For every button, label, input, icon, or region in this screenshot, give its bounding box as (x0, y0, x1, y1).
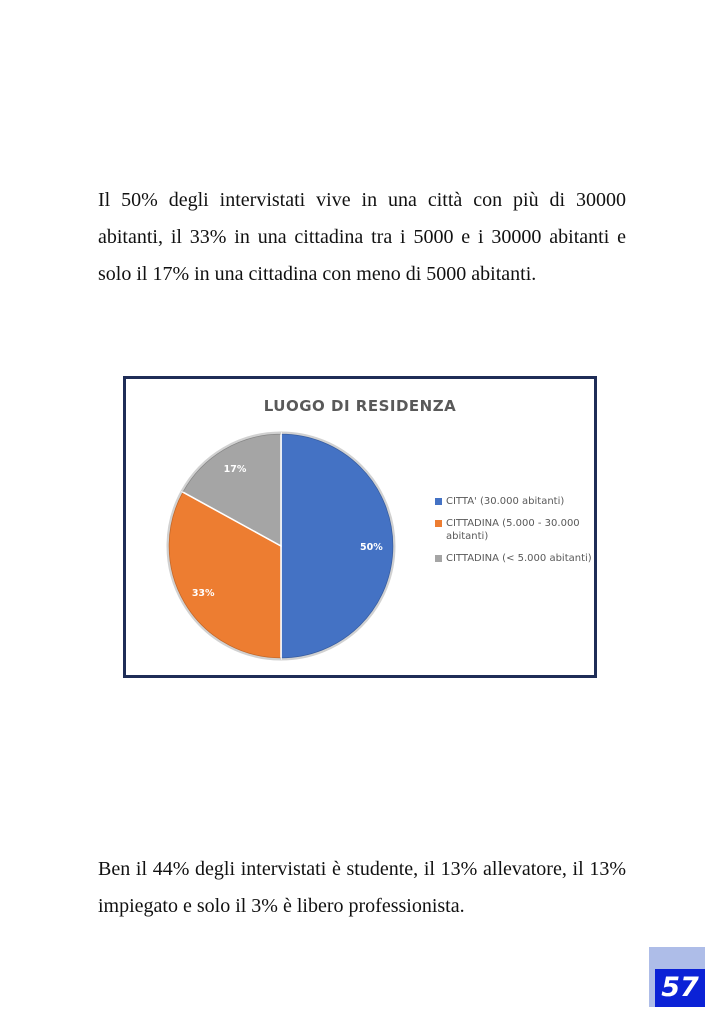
legend-swatch (435, 498, 442, 505)
legend-item (435, 552, 593, 565)
pie-data-label: 17% (223, 464, 247, 476)
paragraph-residence: Il 50% degli intervistati vive in una città con più di 30000 abitanti, il 33% in una cittadina tra i 5000 e i 30000 abitanti e solo il 17% in una cittadina con meno di 5000 abitanti. (98, 189, 626, 285)
legend-swatch (435, 520, 442, 527)
legend-label: CITTA' (30.000 abitanti) (446, 496, 565, 507)
pie-data-label: 33% (191, 588, 215, 600)
pie-data-label: 50% (360, 542, 383, 553)
legend-item (435, 517, 593, 543)
chart-title: LUOGO DI RESIDENZA (263, 397, 457, 415)
paragraph-occupation: Ben il 44% degli intervistati è studente, il 13% allevatore, il 13% impiegato e solo il 3% è libero professionista. (98, 858, 626, 917)
residence-pie-chart (123, 376, 597, 678)
chart-legend (435, 495, 593, 574)
legend-item (435, 495, 593, 508)
legend-swatch (435, 555, 442, 562)
legend-label: CITTADINA (5.000 - 30.000 abitanti) (446, 518, 580, 542)
legend-label: CITTADINA (< 5.000 abitanti) (446, 553, 592, 564)
page-number: 57 (655, 969, 705, 1007)
page-number-badge (649, 947, 705, 1007)
